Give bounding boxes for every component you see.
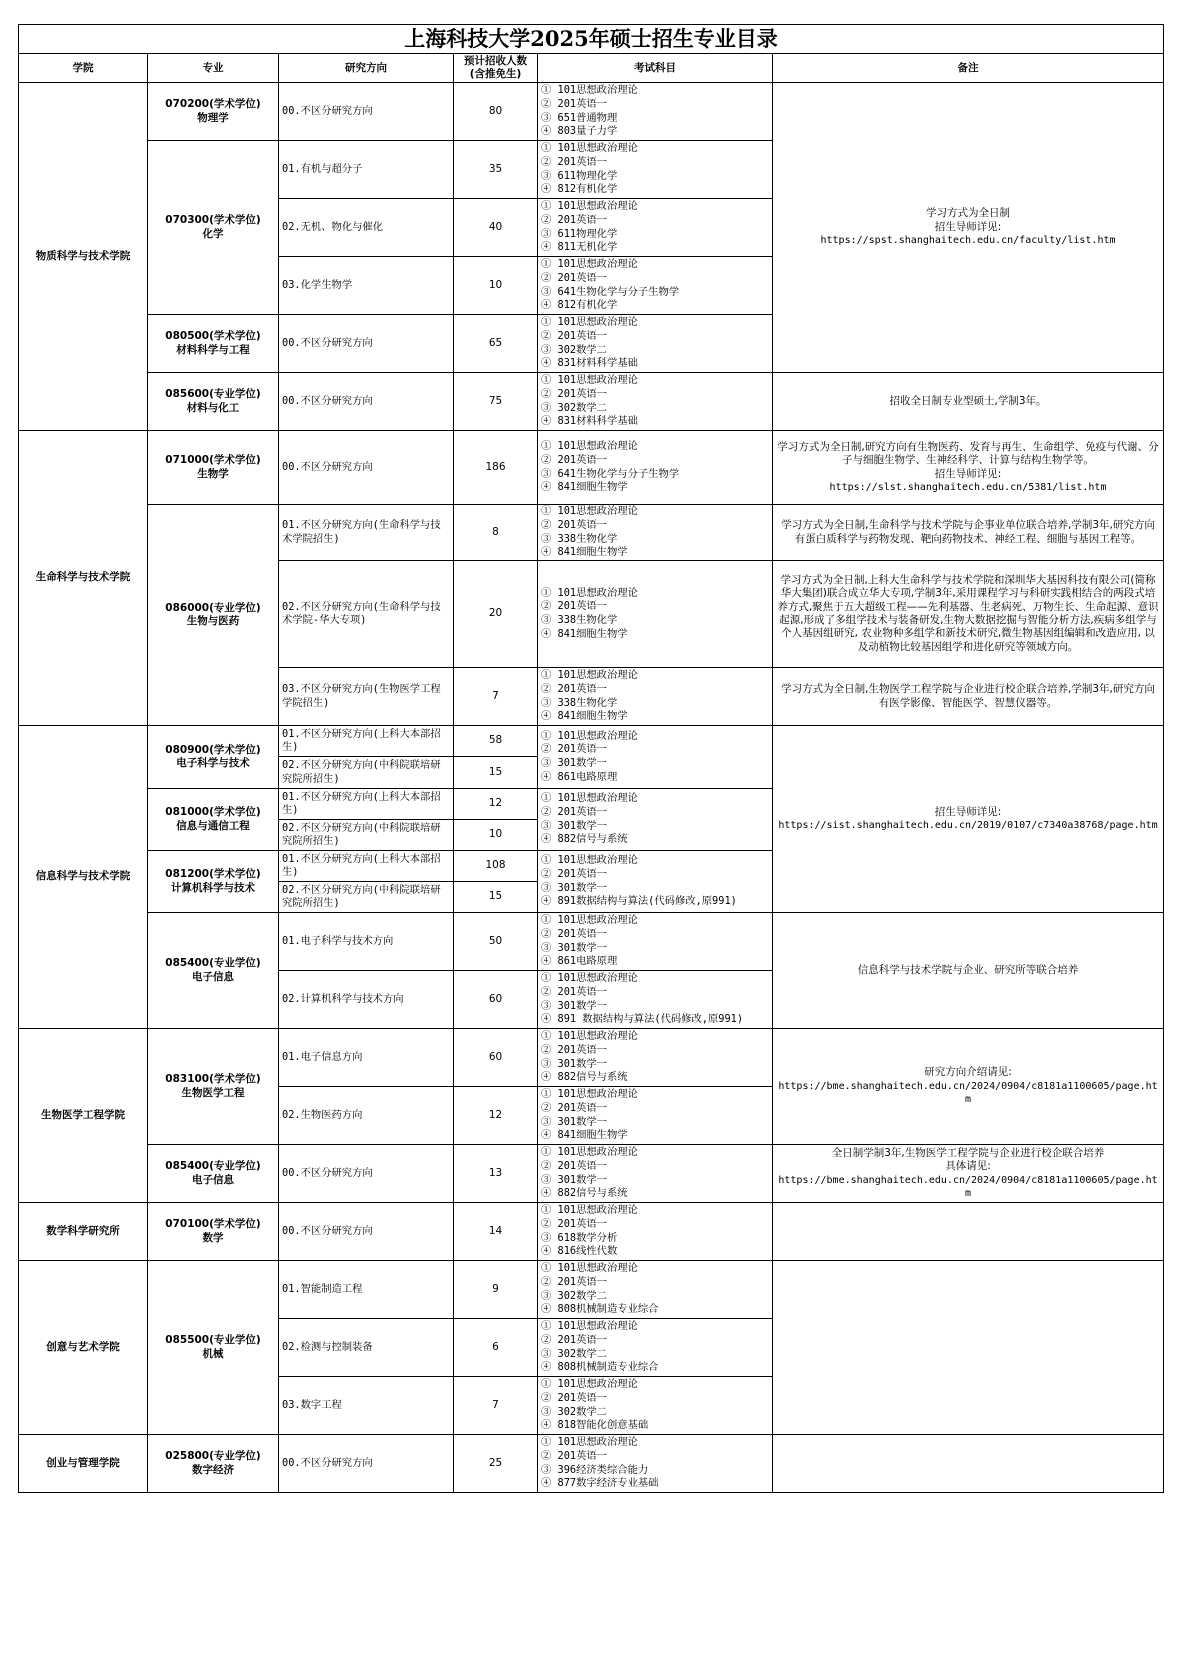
- count-cell: 6: [454, 1319, 538, 1377]
- subject-line: ② 201英语一: [541, 1449, 607, 1462]
- college-cell: 信息科学与技术学院: [19, 726, 148, 1029]
- major-cell: [148, 141, 279, 315]
- subject-line: ④ 841细胞生物学: [541, 546, 628, 559]
- major-name: 物理学: [197, 111, 229, 124]
- subject-line: ② 201英语一: [541, 271, 607, 284]
- direction-cell: 01.不区分研究方向(生命科学与技术学院招生): [279, 505, 454, 561]
- subject-line: ② 201英语一: [541, 927, 607, 940]
- count-cell: 14: [454, 1203, 538, 1261]
- subject-line: ④ 812有机化学: [541, 299, 618, 312]
- notes-cell: [773, 561, 1164, 668]
- subjects-cell: [538, 1203, 773, 1261]
- subjects-cell: [538, 726, 773, 789]
- subjects-cell: [538, 971, 773, 1029]
- direction-cell: 00.不区分研究方向: [279, 1203, 454, 1261]
- count-cell: 108: [454, 851, 538, 882]
- major-name: 电子信息: [192, 1173, 234, 1186]
- notes-cell: [773, 726, 1164, 913]
- header-subjects: 考试科目: [538, 54, 773, 83]
- note-line: 具体请见:: [945, 1160, 991, 1173]
- subjects-cell: [538, 851, 773, 913]
- major-name: 数学: [202, 1231, 224, 1244]
- subject-line: ③ 302数学二: [541, 1289, 607, 1302]
- subject-line: ③ 611物理化学: [541, 169, 618, 182]
- major-cell: [148, 505, 279, 726]
- major-name: 机械: [202, 1347, 224, 1360]
- subject-line: ① 101思想政治理论: [541, 1320, 638, 1333]
- subjects-cell: [538, 373, 773, 431]
- note-link[interactable]: https://slst.shanghaitech.edu.cn/5381/list.htm: [829, 481, 1107, 493]
- notes-cell: [773, 373, 1164, 431]
- subject-line: ② 201英语一: [541, 1391, 607, 1404]
- subject-line: ③ 651普通物理: [541, 111, 618, 124]
- subject-line: ② 201英语一: [541, 985, 607, 998]
- count-cell: 50: [454, 913, 538, 971]
- direction-cell: 01.电子信息方向: [279, 1029, 454, 1087]
- direction-cell: 01.智能制造工程: [279, 1261, 454, 1319]
- subject-line: ② 201英语一: [541, 805, 607, 818]
- major-name: 电子信息: [192, 970, 234, 983]
- subjects-cell: [538, 1087, 773, 1145]
- subject-line: ③ 641生物化学与分子生物学: [541, 467, 680, 480]
- direction-cell: 01.不区分研究方向(上科大本部招生): [279, 726, 454, 757]
- note-line: 学习方式为全日制,生命科学与技术学院与企事业单位联合培养,学制3年,研究方向有蛋白质科学与药物发现、靶向药物技术、神经工程、细胞与基因工程等。: [781, 519, 1155, 545]
- subjects-cell: [538, 1377, 773, 1435]
- subject-line: ③ 302数学二: [541, 1347, 607, 1360]
- subject-line: ③ 301数学一: [541, 1115, 607, 1128]
- major-code: 085400(专业学位): [165, 1160, 261, 1173]
- subject-line: ④ 808机械制造专业综合: [541, 1303, 659, 1316]
- subjects-cell: [538, 668, 773, 726]
- catalog-sheet: [18, 24, 1163, 1493]
- note-link[interactable]: https://bme.shanghaitech.edu.cn/2024/0904/c8181a1100605/page.htm: [778, 1080, 1158, 1106]
- subject-line: ④ 841细胞生物学: [541, 481, 628, 494]
- major-cell: [148, 373, 279, 431]
- subjects-cell: [538, 141, 773, 199]
- subject-line: ③ 301数学一: [541, 757, 607, 769]
- subject-line: ④ 831材料科学基础: [541, 415, 638, 428]
- subject-line: ④ 882信号与系统: [541, 1187, 628, 1200]
- count-cell: 8: [454, 505, 538, 561]
- subject-line: ④ 841细胞生物学: [541, 1129, 628, 1142]
- subject-line: ③ 396经济类综合能力: [541, 1463, 649, 1476]
- subject-line: ③ 301数学一: [541, 881, 607, 894]
- subjects-cell: [538, 1145, 773, 1203]
- note-line: 学习方式为全日制,上科大生命科学与技术学院和深圳华大基因科技有限公司(简称华大集团)联合成立华大专项,学制3年,采用课程学习与科研实践相结合的两段式培养方式,聚焦于五大超级工程——先利基器、生老病死、万物生长、生命起源、意识起源,形成了多组学技术与装备研发,生物大数据挖掘与智能分析方法,疾病多组学与个人基因组研究, 农业物种多组学和新技术研究,微生物基因组编辑和改造应用, 以及动植物比较基因组学和进化研究等领域方向。: [777, 573, 1159, 653]
- subjects-cell: [538, 561, 773, 668]
- subject-line: ① 101思想政治理论: [541, 374, 638, 387]
- subject-line: ② 201英语一: [541, 518, 607, 531]
- notes-cell: [773, 83, 1164, 373]
- major-name: 信息与通信工程: [176, 819, 250, 832]
- count-cell: 58: [454, 726, 538, 757]
- notes-cell-empty: [773, 1261, 1164, 1435]
- major-code: 070300(学术学位): [165, 214, 261, 227]
- subjects-cell: [538, 257, 773, 315]
- major-cell: [148, 1145, 279, 1203]
- direction-cell: 02.不区分研究方向(中科院联培研究院所招生): [279, 882, 454, 913]
- notes-cell: [773, 668, 1164, 726]
- note-line: 学习方式为全日制: [926, 207, 1010, 220]
- subject-line: ③ 301数学一: [541, 819, 607, 832]
- count-cell: 186: [454, 431, 538, 505]
- subjects-cell: [538, 1319, 773, 1377]
- subjects-cell: [538, 913, 773, 971]
- major-cell: [148, 851, 279, 913]
- subject-line: ④ 891数据结构与算法(代码修改,原991): [541, 895, 737, 908]
- subjects-cell: [538, 431, 773, 505]
- subject-line: ④ 831材料科学基础: [541, 357, 638, 370]
- major-cell: [148, 83, 279, 141]
- subject-line: ③ 618数学分析: [541, 1231, 618, 1244]
- major-cell: [148, 1203, 279, 1261]
- major-cell: [148, 431, 279, 505]
- subjects-cell: [538, 199, 773, 257]
- subject-line: ① 101思想政治理论: [541, 84, 638, 97]
- header-direction: 研究方向: [279, 54, 454, 83]
- direction-cell: 02.生物医药方向: [279, 1087, 454, 1145]
- subject-line: ① 101思想政治理论: [541, 142, 638, 155]
- count-cell: 65: [454, 315, 538, 373]
- subject-line: ④ 803量子力学: [541, 125, 618, 138]
- count-cell: 10: [454, 820, 538, 851]
- count-cell: 10: [454, 257, 538, 315]
- subjects-cell: [538, 315, 773, 373]
- subject-line: ① 101思想政治理论: [541, 1436, 638, 1449]
- note-link[interactable]: https://bme.shanghaitech.edu.cn/2024/0904/c8181a1100605/page.htm: [778, 1174, 1158, 1199]
- count-cell: 13: [454, 1145, 538, 1203]
- catalog-table: [18, 24, 1164, 1493]
- subject-line: ③ 301数学一: [541, 1173, 607, 1186]
- direction-cell: 01.不区分研究方向(上科大本部招生): [279, 851, 454, 882]
- note-line: 招生导师详见:: [934, 467, 1002, 480]
- subject-line: ② 201英语一: [541, 743, 607, 756]
- subject-line: ④ 818智能化创意基础: [541, 1419, 649, 1432]
- count-cell: 60: [454, 971, 538, 1029]
- direction-cell: 00.不区分研究方向: [279, 83, 454, 141]
- count-cell: 12: [454, 1087, 538, 1145]
- subject-line: ① 101思想政治理论: [541, 258, 638, 271]
- count-cell: 75: [454, 373, 538, 431]
- header-count: 预计招收人数 (含推免生): [454, 54, 538, 83]
- subjects-cell: [538, 1261, 773, 1319]
- major-code: 071000(学术学位): [165, 454, 261, 467]
- college-cell: 生物医学工程学院: [19, 1029, 148, 1203]
- major-code: 086000(专业学位): [165, 601, 261, 614]
- note-line: 学习方式为全日制,生物医学工程学院与企业进行校企联合培养,学制3年,研究方向有医学影像、智能医学、智慧仪器等。: [781, 683, 1155, 709]
- major-cell: [148, 1435, 279, 1493]
- count-cell: 20: [454, 561, 538, 668]
- subjects-cell: [538, 505, 773, 561]
- note-line: 招收全日制专业型硕士,学制3年。: [889, 394, 1047, 407]
- major-name: 材料科学与工程: [176, 343, 250, 356]
- subject-line: ① 101思想政治理论: [541, 669, 638, 682]
- subjects-cell: [538, 1029, 773, 1087]
- subject-line: ① 101思想政治理论: [541, 440, 638, 453]
- subject-line: ② 201英语一: [541, 867, 607, 880]
- header-notes: 备注: [773, 54, 1164, 83]
- subject-line: ① 101思想政治理论: [541, 1088, 638, 1101]
- subject-line: ① 101思想政治理论: [541, 1378, 638, 1391]
- subject-line: ① 101思想政治理论: [541, 914, 638, 927]
- subject-line: ① 101思想政治理论: [541, 854, 638, 867]
- subject-line: ② 201英语一: [541, 1159, 607, 1172]
- count-cell: 25: [454, 1435, 538, 1493]
- count-cell: 35: [454, 141, 538, 199]
- subject-line: ④ 841细胞生物学: [541, 627, 628, 640]
- subject-line: ② 201英语一: [541, 1333, 607, 1346]
- college-cell: 生命科学与技术学院: [19, 431, 148, 726]
- subject-line: ③ 302数学二: [541, 1405, 607, 1418]
- major-name: 材料与化工: [186, 401, 240, 414]
- major-name: 生物与医药: [186, 615, 240, 627]
- subject-line: ① 101思想政治理论: [541, 729, 638, 742]
- subject-line: ① 101思想政治理论: [541, 316, 638, 329]
- direction-cell: 03.数字工程: [279, 1377, 454, 1435]
- major-name: 生物医学工程: [181, 1086, 245, 1099]
- note-line: 学习方式为全日制,研究方向有生物医药、发育与再生、生命组学、免疫与代谢、分子与细胞生物学、生神经科学、计算与结构生物学等。: [777, 440, 1159, 467]
- direction-cell: 02.不区分研究方向(中科院联培研究院所招生): [279, 820, 454, 851]
- college-cell: 物质科学与技术学院: [19, 83, 148, 431]
- note-line: 信息科学与技术学院与企业、研究所等联合培养: [857, 963, 1079, 976]
- direction-cell: 00.不区分研究方向: [279, 1145, 454, 1203]
- notes-cell: [773, 1145, 1164, 1203]
- direction-cell: 00.不区分研究方向: [279, 1435, 454, 1493]
- major-cell: [148, 789, 279, 851]
- direction-cell: 00.不区分研究方向: [279, 373, 454, 431]
- count-cell: 7: [454, 1377, 538, 1435]
- major-code: 083100(学术学位): [165, 1073, 261, 1086]
- subject-line: ① 101思想政治理论: [541, 1030, 638, 1043]
- direction-cell: 01.电子科学与技术方向: [279, 913, 454, 971]
- subject-line: ② 201英语一: [541, 1217, 607, 1230]
- note-link[interactable]: https://spst.shanghaitech.edu.cn/faculty/list.htm: [820, 235, 1116, 247]
- college-cell: 创意与艺术学院: [19, 1261, 148, 1435]
- college-cell: 数学科学研究所: [19, 1203, 148, 1261]
- subject-line: ③ 301数学一: [541, 999, 607, 1012]
- subject-line: ① 101思想政治理论: [541, 1262, 638, 1275]
- header-major: 专业: [148, 54, 279, 83]
- major-code: 080900(学术学位): [165, 743, 261, 756]
- subject-line: ② 201英语一: [541, 1043, 607, 1056]
- major-cell: [148, 913, 279, 1029]
- subject-line: ① 101思想政治理论: [541, 1146, 638, 1159]
- note-link[interactable]: https://sist.shanghaitech.edu.cn/2019/0107/c7340a38768/page.htm: [778, 820, 1158, 831]
- subject-line: ① 101思想政治理论: [541, 200, 638, 213]
- subject-line: ④ 808机械制造专业综合: [541, 1361, 659, 1374]
- direction-cell: 00.不区分研究方向: [279, 315, 454, 373]
- header-college: 学院: [19, 54, 148, 83]
- note-line: 招生导师详见:: [934, 220, 1002, 233]
- notes-cell-empty: [773, 1435, 1164, 1493]
- page-title: 上海科技大学2025年硕士招生专业目录: [19, 25, 1164, 54]
- count-cell: 7: [454, 668, 538, 726]
- major-code: 085400(专业学位): [165, 957, 261, 970]
- subject-line: ② 201英语一: [541, 600, 607, 613]
- subject-line: ③ 302数学二: [541, 343, 607, 356]
- subject-line: ② 201英语一: [541, 387, 607, 400]
- major-name: 电子科学与技术: [176, 757, 250, 769]
- major-code: 080500(学术学位): [165, 330, 261, 343]
- note-line: 研究方向介绍请见:: [924, 1066, 1012, 1079]
- count-cell: 40: [454, 199, 538, 257]
- notes-cell: [773, 431, 1164, 505]
- major-code: 081200(学术学位): [165, 868, 261, 881]
- notes-cell: [773, 505, 1164, 561]
- count-cell: 15: [454, 757, 538, 789]
- subject-line: ② 201英语一: [541, 1275, 607, 1288]
- direction-cell: 00.不区分研究方向: [279, 431, 454, 505]
- subject-line: ① 101思想政治理论: [541, 792, 638, 805]
- major-cell: [148, 726, 279, 789]
- count-cell: 80: [454, 83, 538, 141]
- major-name: 生物学: [197, 467, 229, 480]
- direction-cell: 03.化学生物学: [279, 257, 454, 315]
- direction-cell: 02.计算机科学与技术方向: [279, 971, 454, 1029]
- direction-cell: 02.不区分研究方向(生命科学与技术学院-华大专项): [279, 561, 454, 668]
- subject-line: ③ 641生物化学与分子生物学: [541, 285, 680, 298]
- subject-line: ④ 882信号与系统: [541, 833, 628, 846]
- subject-line: ④ 861电路原理: [541, 770, 618, 783]
- major-cell: [148, 1029, 279, 1145]
- direction-cell: 03.不区分研究方向(生物医学工程学院招生): [279, 668, 454, 726]
- notes-cell: [773, 913, 1164, 1029]
- notes-cell: [773, 1029, 1164, 1145]
- subject-line: ④ 816线性代数: [541, 1245, 618, 1258]
- subject-line: ③ 338生物化学: [541, 532, 618, 545]
- subject-line: ③ 301数学一: [541, 941, 607, 954]
- major-code: 085500(专业学位): [165, 1334, 261, 1347]
- subject-line: ④ 811无机化学: [541, 241, 618, 254]
- direction-cell: 02.检测与控制装备: [279, 1319, 454, 1377]
- major-name: 化学: [202, 227, 224, 240]
- subject-line: ② 201英语一: [541, 1101, 607, 1114]
- subject-line: ① 101思想政治理论: [541, 505, 638, 518]
- major-code: 025800(专业学位): [165, 1450, 261, 1463]
- subject-line: ④ 882信号与系统: [541, 1071, 628, 1084]
- note-line: 招生导师详见:: [934, 805, 1002, 818]
- subject-line: ② 201英语一: [541, 213, 607, 226]
- subject-line: ④ 861电路原理: [541, 955, 618, 968]
- major-cell: [148, 1261, 279, 1435]
- count-cell: 12: [454, 789, 538, 820]
- subjects-cell: [538, 83, 773, 141]
- notes-cell-empty: [773, 1203, 1164, 1261]
- subject-line: ④ 877数字经济专业基础: [541, 1477, 659, 1490]
- subject-line: ③ 611物理化学: [541, 227, 618, 240]
- subject-line: ② 201英语一: [541, 453, 607, 466]
- subject-line: ③ 338生物化学: [541, 696, 618, 709]
- major-code: 070200(学术学位): [165, 98, 261, 111]
- subject-line: ② 201英语一: [541, 329, 607, 342]
- subject-line: ④ 841细胞生物学: [541, 710, 628, 723]
- count-cell: 60: [454, 1029, 538, 1087]
- major-code: 081000(学术学位): [165, 806, 261, 819]
- direction-cell: 01.不区分研究方向(上科大本部招生): [279, 789, 454, 820]
- major-cell: [148, 315, 279, 373]
- direction-cell: 01.有机与超分子: [279, 141, 454, 199]
- subject-line: ② 201英语一: [541, 155, 607, 168]
- direction-cell: 02.不区分研究方向(中科院联培研究院所招生): [279, 757, 454, 789]
- direction-cell: 02.无机、物化与催化: [279, 199, 454, 257]
- subjects-cell: [538, 789, 773, 851]
- major-name: 数字经济: [192, 1463, 234, 1476]
- subject-line: ② 201英语一: [541, 682, 607, 695]
- count-cell: 15: [454, 882, 538, 913]
- subjects-cell: [538, 1435, 773, 1493]
- subject-line: ① 101思想政治理论: [541, 586, 638, 599]
- subject-line: ④ 891 数据结构与算法(代码修改,原991): [541, 1013, 744, 1026]
- subject-line: ③ 302数学二: [541, 401, 607, 414]
- count-cell: 9: [454, 1261, 538, 1319]
- subject-line: ① 101思想政治理论: [541, 972, 638, 985]
- subject-line: ③ 301数学一: [541, 1057, 607, 1070]
- subject-line: ① 101思想政治理论: [541, 1204, 638, 1217]
- subject-line: ③ 338生物化学: [541, 614, 618, 626]
- subject-line: ② 201英语一: [541, 97, 607, 110]
- subject-line: ④ 812有机化学: [541, 183, 618, 196]
- note-line: 全日制学制3年,生物医学工程学院与企业进行校企联合培养: [831, 1146, 1105, 1159]
- major-name: 计算机科学与技术: [171, 881, 255, 894]
- major-code: 085600(专业学位): [165, 388, 261, 401]
- major-code: 070100(学术学位): [165, 1218, 261, 1231]
- college-cell: 创业与管理学院: [19, 1435, 148, 1493]
